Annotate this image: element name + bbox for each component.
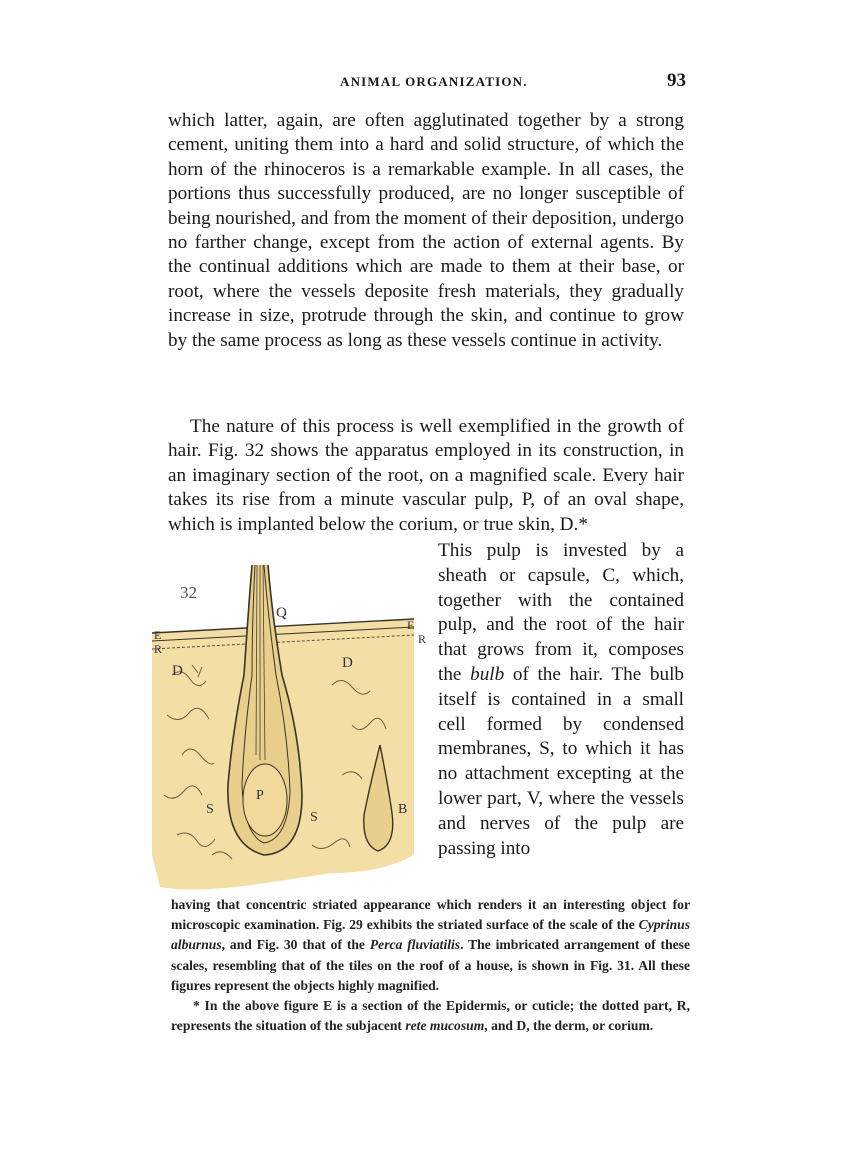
figure-label-d-left: D: [172, 663, 183, 679]
page-number: 93: [667, 70, 686, 91]
page-header: [168, 70, 686, 92]
hair-pulp: [243, 764, 287, 836]
footnote-star-rete: rete mucosum: [405, 1018, 485, 1034]
figure-label-r-right: R: [418, 632, 427, 646]
figure-label-q: Q: [276, 605, 287, 621]
figure-label-e-left: E: [154, 628, 162, 642]
hair-follicle-figure: [152, 555, 436, 895]
footnote-continued-mid: , and Fig. 30 that of the: [221, 937, 370, 953]
hair-follicle-illustration: [152, 555, 436, 895]
footnote-star-r: R: [676, 998, 687, 1014]
figure-label-b: B: [398, 802, 408, 817]
paragraph-1: [168, 109, 684, 353]
footnote-species-2: Perca fluviatilis: [369, 937, 461, 953]
footnote-star: [171, 996, 690, 1036]
footnote-continued-text: having that concentric striated appearance which renders it an interesting object for microscopic examination. Fig. 29 exhibits the striated surface of the scale of the: [171, 897, 690, 933]
figure-label-s-left: S: [206, 802, 214, 817]
footnote-star-b: is a section of the Epidermis, or cuticle; the dotted part,: [332, 998, 677, 1014]
footnote-continued-end: . The imbricated arrangement of these scales, resembling that of the tiles on the roof of a house, is shown in Fig. 31. All these figures represent the objects highly magnified.: [171, 937, 690, 993]
footnote-star-a: * In the above figure: [193, 998, 324, 1014]
figure-label-s-right: S: [310, 810, 318, 825]
paragraph-1-text: which latter, again, are often agglutinated together by a strong cement, uniting them into a hard and solid structure, of which the horn of the rhinoceros is a remarkable example. In all cases, the portions thus successfully produced, are no longer susceptible of being nourished, and from the moment of their deposition, undergo no farther change, except from the action of external agents. By the continual additions which are made to them at their base, or root, where the vessels deposite fresh materials, they gradually increase in size, protrude through the skin, and continue to grow by the same process as long as these vessels continue in activity.: [168, 110, 685, 351]
paragraph-2-wrap-post: of the hair. The bulb itself is contained in a small cell formed by condensed membranes, S, to which it has no attachment excepting at the lower part, V, where the vessels and nerves of the pulp are passing into: [438, 663, 684, 859]
footnotes: [171, 895, 690, 1036]
footnote-star-c: , represents the situation of the subjacent: [171, 998, 690, 1034]
running-head: ANIMAL ORGANIZATION.: [340, 74, 528, 89]
paragraph-2-wrapped: [438, 539, 684, 861]
figure-label-p: P: [256, 788, 264, 803]
figure-label-r-left: R: [154, 642, 163, 656]
bulb-italic: bulb: [470, 663, 505, 685]
footnote-star-e: E: [323, 998, 333, 1014]
footnote-continued: [171, 895, 690, 996]
footnote-star-dd: D: [516, 1018, 527, 1034]
paragraph-2-wrap-pre: This pulp is invested by a sheath or capsule, C, which, together with the contained pulp, and the root of the hair that grows from it, composes the: [438, 540, 684, 685]
footnote-species-1: Cyprinus alburnus: [171, 917, 690, 953]
figure-label-d-right: D: [342, 655, 353, 671]
figure-number: 32: [180, 583, 197, 602]
paragraph-2: [168, 415, 684, 537]
figure-label-e-right: E: [407, 618, 415, 632]
footnote-star-d: , and: [484, 1018, 517, 1034]
footnote-star-end: , the derm, or corium.: [526, 1018, 654, 1034]
paragraph-2-text: The nature of this process is well exemplified in the growth of hair. Fig. 32 shows the apparatus employed in its construction, in an imaginary section of the root, on a magnified scale. Every hair takes its rise from a minute vascular pulp, P, of an oval shape, which is implanted below the corium, or true skin, D.*: [168, 416, 684, 535]
